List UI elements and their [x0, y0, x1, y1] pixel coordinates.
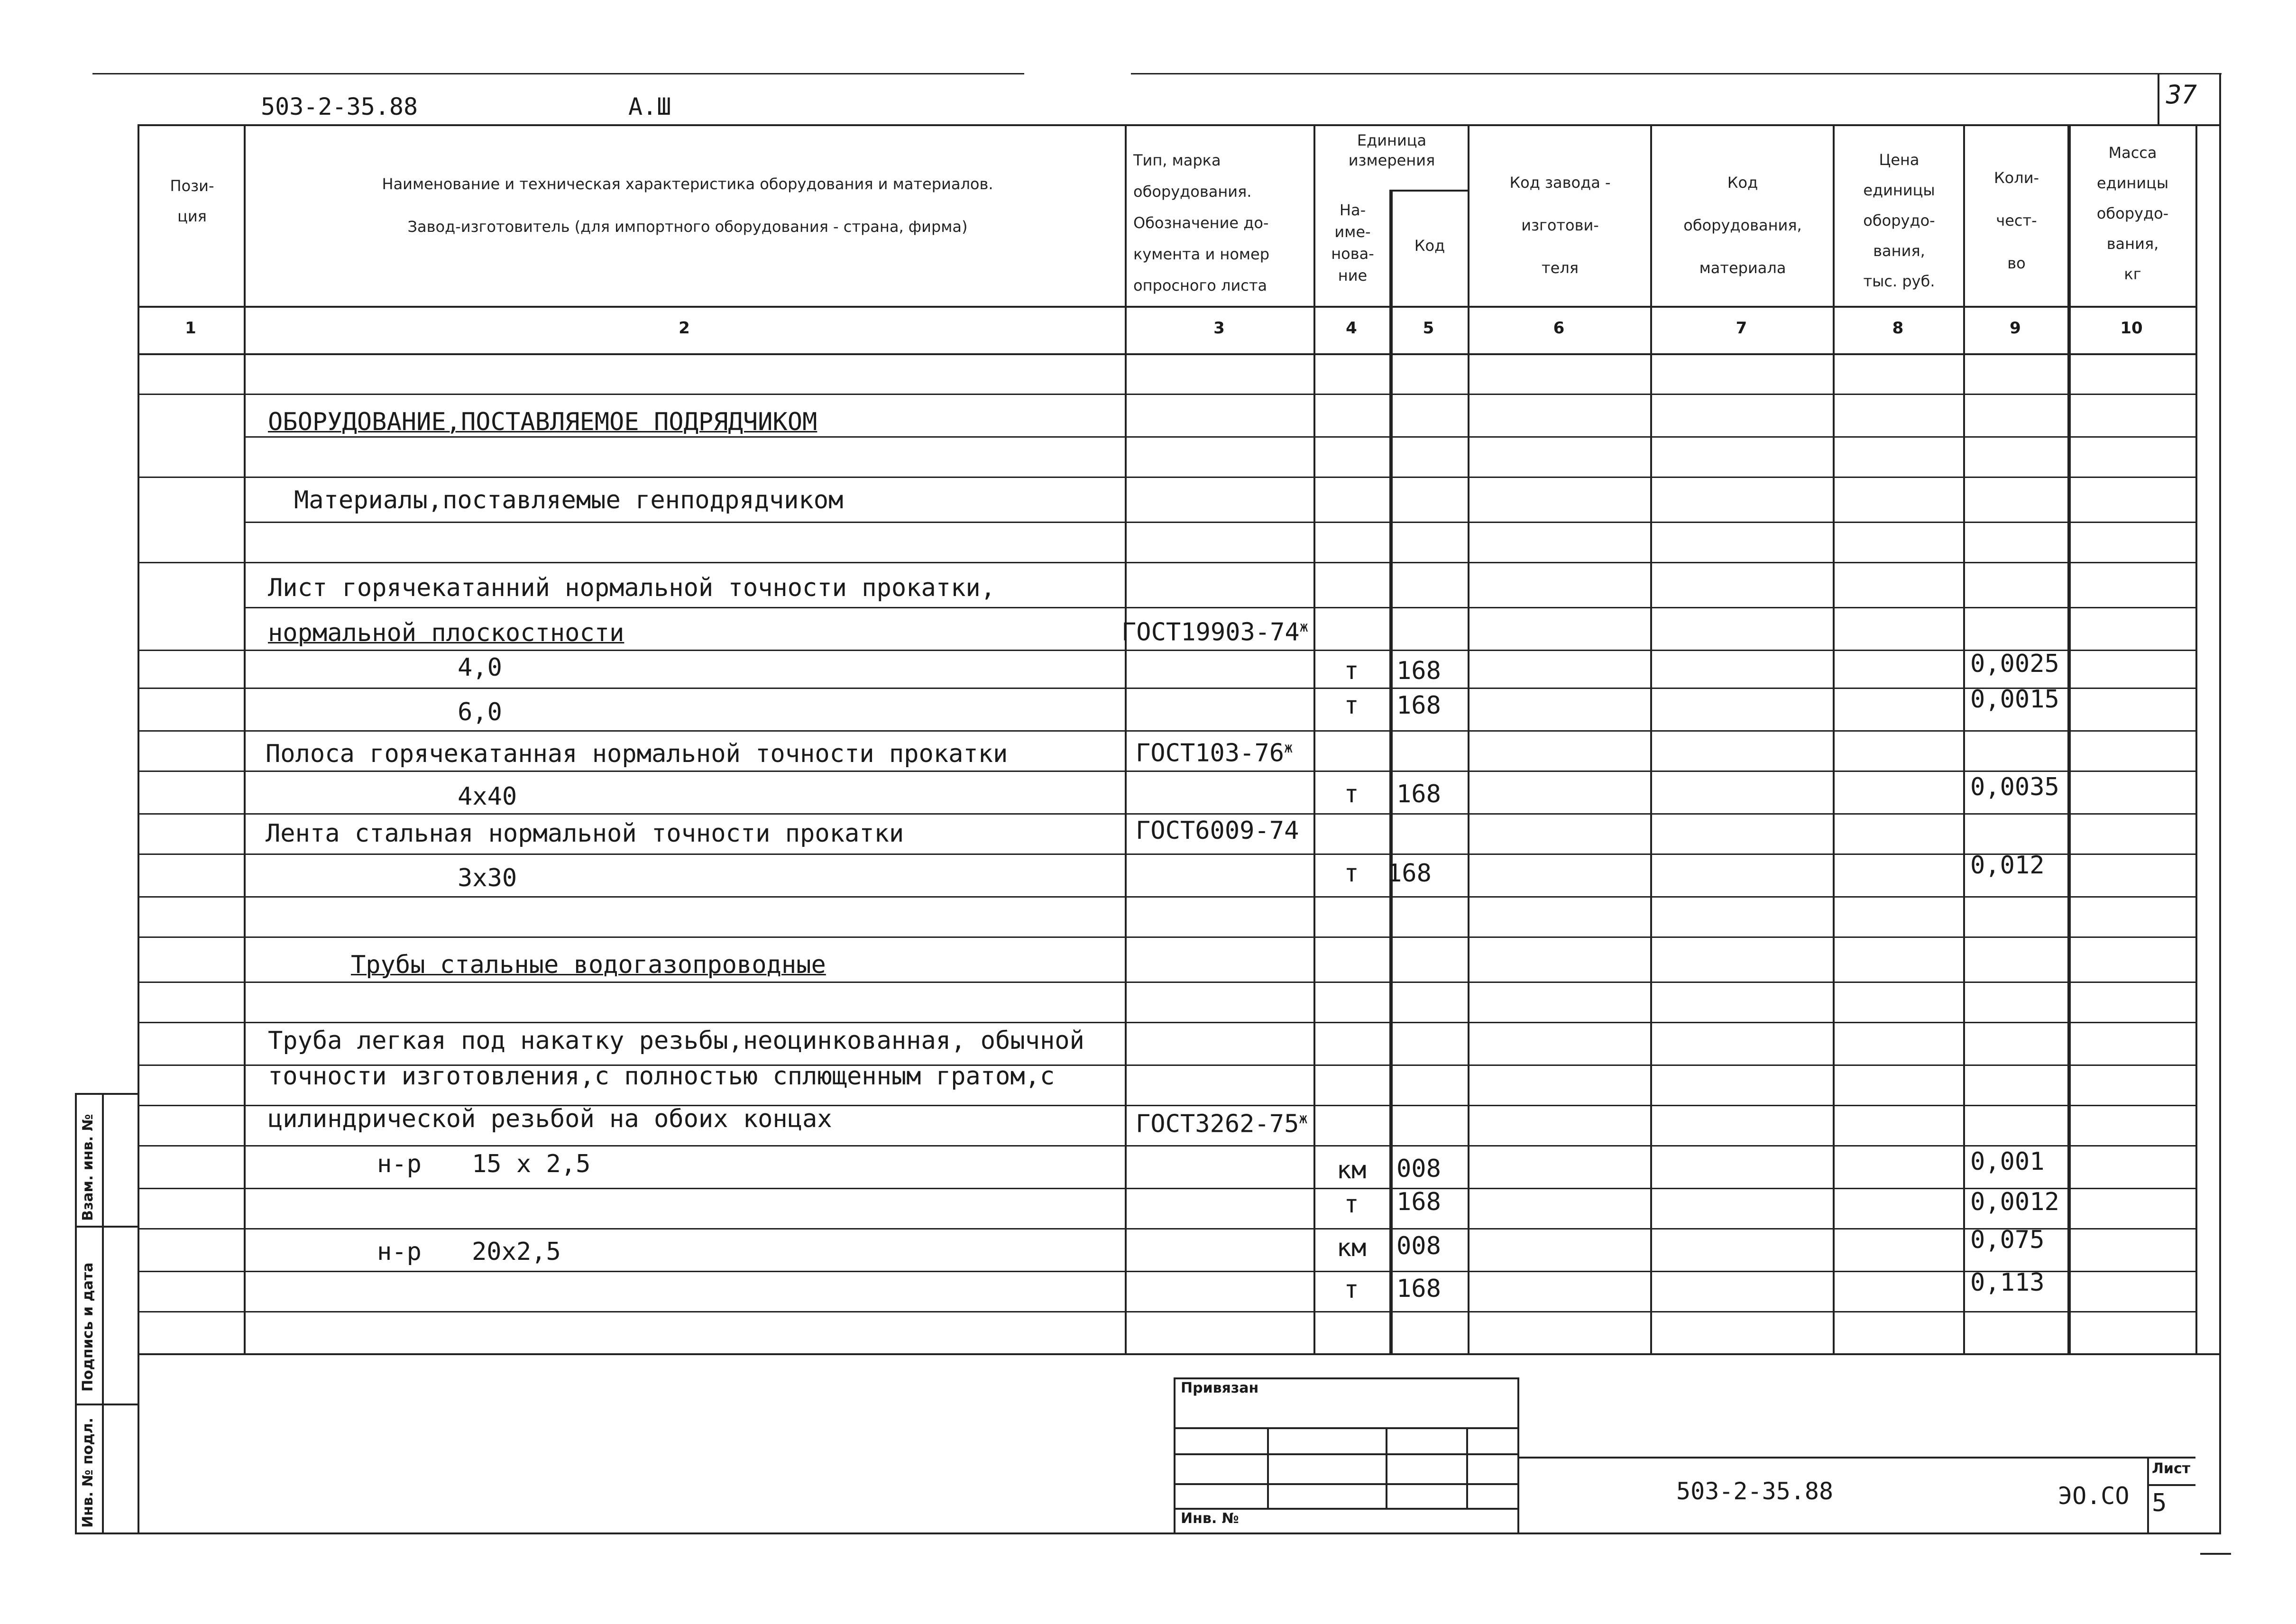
- col-number-4: 4: [1346, 319, 1357, 338]
- col-number-7: 7: [1736, 319, 1747, 338]
- sheet-box-left: [2147, 1457, 2149, 1532]
- row-line: [138, 1228, 2195, 1229]
- row-line: [138, 562, 2195, 563]
- col-number-3: 3: [1213, 319, 1225, 338]
- item-size: 6,0: [458, 698, 502, 726]
- col-number-10: 10: [2120, 319, 2143, 338]
- col-header-name-line1: Наименование и техническая характеристика оборудования и материалов.: [382, 175, 993, 193]
- frame-bottom: [75, 1532, 2221, 1534]
- header-doc-code: 503-2-35.88: [261, 93, 418, 120]
- item-size: 3х30: [458, 864, 517, 892]
- corner-mark: [2200, 1553, 2231, 1555]
- col-divider-6: [1650, 124, 1652, 1353]
- header-bottom-rule: [138, 306, 2195, 308]
- row-line: [244, 522, 2195, 523]
- unit-name: т: [1344, 780, 1359, 808]
- unit-name: т: [1344, 1275, 1359, 1304]
- subsection-title: Материалы,поставляемые генподрядчиком: [294, 486, 844, 514]
- stamp-cell-divider: [1386, 1427, 1387, 1508]
- col-divider-10: [2195, 124, 2197, 1353]
- stamp-cell-divider: [1466, 1427, 1468, 1508]
- side-label-podpis: Подпись и дата: [80, 1262, 96, 1392]
- side-stamp-left: [75, 1093, 77, 1532]
- quantity: 0,0025: [1970, 650, 2059, 678]
- unit-code: 168: [1396, 691, 1441, 720]
- col-header-position: Пози- ция: [170, 177, 214, 225]
- stamp-rule: [1174, 1508, 1517, 1510]
- frame-right: [2219, 73, 2221, 1533]
- section-title: ОБОРУДОВАНИЕ,ПОСТАВЛЯЕМОЕ ПОДРЯДЧИКОМ: [268, 408, 817, 436]
- col-number-9: 9: [2010, 319, 2021, 338]
- col-header-type: Тип, марка оборудования. Обозначение до- кумента и номер опросного листа: [1133, 151, 1270, 294]
- col-number-1: 1: [185, 319, 196, 338]
- row-line: [138, 896, 2195, 898]
- stamp-right: [1517, 1377, 1519, 1532]
- table-bottom-rule: [138, 1353, 2219, 1355]
- stamp-top-rule: [1174, 1377, 1517, 1379]
- row-line: [244, 607, 2195, 608]
- quantity: 0,0012: [1970, 1188, 2059, 1216]
- unit-name: т: [1344, 657, 1359, 685]
- col-header-factory-code: Код завода - изготови- теля: [1509, 174, 1611, 277]
- item-size: 4х40: [458, 782, 517, 811]
- doc-reference: $ГОСТ3262-75^ж$: [1136, 1110, 1308, 1138]
- table-top-border: [138, 124, 2219, 126]
- stamp-sheet-number: 5: [2152, 1489, 2167, 1517]
- unit-code: 168: [1396, 657, 1441, 685]
- unit-code: 168: [1387, 859, 1432, 888]
- col-divider-9: [2067, 124, 2071, 1353]
- item-size: 4,0: [458, 653, 502, 682]
- quantity: 0,012: [1970, 851, 2045, 880]
- unit-name: км: [1336, 1156, 1367, 1184]
- quantity: 0,113: [1970, 1268, 2045, 1297]
- col-number-5: 5: [1423, 319, 1434, 338]
- stamp-cell-divider: [1267, 1427, 1269, 1508]
- item-size: 20х2,5: [472, 1238, 561, 1266]
- col-divider-1: [244, 124, 246, 1353]
- col-divider-7: [1833, 124, 1835, 1353]
- row-line: [138, 1145, 2195, 1147]
- col-divider-5: [1468, 124, 1469, 1353]
- page-number: 37: [2166, 80, 2197, 110]
- side-label-vzam: Взам. инв. №: [80, 1114, 96, 1221]
- doc-mark: ж: [1299, 619, 1308, 635]
- row-line: [138, 1188, 2195, 1189]
- side-stamp-rule: [75, 1093, 138, 1095]
- unit-name: т: [1344, 691, 1359, 720]
- side-label-inv: Инв. № подл.: [80, 1417, 96, 1528]
- item-name: нормальной плоскостности: [268, 619, 625, 647]
- colnum-bottom-rule: [138, 353, 2195, 355]
- row-line: [138, 477, 2195, 478]
- subsection-title: Трубы стальные водогазопроводные: [351, 951, 826, 979]
- item-name: Полоса горячекатанная нормальной точности прокатки: [266, 740, 1008, 768]
- col-header-unit-code: Код: [1414, 237, 1445, 255]
- col-header-equipment-code: Код оборудования, материала: [1683, 174, 1802, 277]
- col-divider-3: [1313, 124, 1315, 1353]
- top-rule-right: [1131, 73, 2222, 74]
- row-line: [138, 650, 2195, 651]
- quantity: 0,001: [1970, 1147, 2045, 1176]
- unit-name: км: [1336, 1234, 1367, 1262]
- unit-code: 168: [1396, 780, 1441, 808]
- sheet-box-rule: [2147, 1484, 2195, 1486]
- item-name: цилиндрической резьбой на обоих концах: [268, 1105, 832, 1133]
- row-line: [244, 436, 2195, 438]
- col-header-quantity: Коли- чест- во: [1993, 169, 2039, 272]
- header-album: А.Ш: [628, 93, 671, 120]
- col-header-name-line2: Завод-изготовитель (для импортного оборудования - страна, фирма): [407, 218, 968, 236]
- page-box-left: [2158, 73, 2159, 124]
- quantity: 0,0035: [1970, 773, 2059, 801]
- col-number-6: 6: [1553, 319, 1565, 338]
- row-line: [138, 813, 2195, 815]
- doc-reference: $ГОСТ19903-74^ж$: [1121, 618, 1308, 647]
- row-line: [138, 1022, 2195, 1023]
- top-rule-left: [92, 73, 1024, 74]
- unit-code: 008: [1396, 1155, 1441, 1183]
- quantity: 0,075: [1970, 1226, 2045, 1254]
- unit-name: т: [1344, 859, 1359, 888]
- col-divider-8: [1963, 124, 1965, 1353]
- side-stamp-mid: [102, 1093, 104, 1532]
- row-line: [138, 853, 2195, 855]
- side-stamp-rule: [75, 1404, 138, 1405]
- item-prefix: н-р: [377, 1150, 422, 1178]
- doc-mark: ж: [1299, 1110, 1308, 1127]
- col-header-unit-group: Единица измерения: [1348, 131, 1435, 169]
- unit-name: т: [1344, 1190, 1359, 1219]
- row-line: [138, 771, 2195, 772]
- col-number-8: 8: [1892, 319, 1904, 338]
- quantity: 0,0015: [1970, 685, 2059, 714]
- row-line: [138, 730, 2195, 732]
- stamp-privyazan: Привязан: [1181, 1380, 1259, 1396]
- col-header-unit-name: На- име- нова- ние: [1331, 201, 1374, 284]
- doc-mark: ж: [1284, 740, 1293, 756]
- item-name: Труба легкая под накатку резьбы,неоцинкованная, обычной: [268, 1027, 1084, 1055]
- stamp-inv-no: Инв. №: [1181, 1510, 1239, 1527]
- item-size: 15 х 2,5: [472, 1150, 591, 1178]
- col-divider-2: [1125, 124, 1127, 1353]
- item-prefix: н-р: [377, 1238, 422, 1266]
- row-line: [138, 936, 2195, 938]
- row-line: [138, 688, 2195, 689]
- doc-reference: ГОСТ6009-74: [1136, 817, 1299, 845]
- stamp-doc-code: 503-2-35.88: [1676, 1477, 1834, 1505]
- title-block-rule: [1517, 1457, 2195, 1459]
- row-line: [138, 394, 2195, 395]
- row-line: [138, 1311, 2195, 1312]
- row-line: [138, 1271, 2195, 1272]
- col-header-price: Цена единицы оборудо- вания, тыс. руб.: [1863, 151, 1935, 290]
- col-header-mass: Масса единицы оборудо- вания, кг: [2096, 144, 2169, 283]
- unit-code: 168: [1396, 1275, 1441, 1303]
- stamp-section: ЭО.СО: [2058, 1482, 2130, 1510]
- item-name: точности изготовления,с полностью сплющенным гратом,с: [268, 1062, 1055, 1091]
- col-number-2: 2: [679, 319, 690, 338]
- unit-subheader-rule: [1389, 190, 1468, 192]
- doc-reference: $ГОСТ103-76^ж$: [1136, 739, 1293, 768]
- side-stamp-rule: [75, 1226, 138, 1228]
- unit-code: 168: [1396, 1188, 1441, 1216]
- stamp-sheet-label: Лист: [2152, 1460, 2191, 1477]
- item-name: Лист горячекатанний нормальной точности прокатки,: [268, 574, 996, 602]
- row-line: [138, 982, 2195, 983]
- item-name: Лента стальная нормальной точности прокатки: [266, 819, 904, 848]
- unit-code: 008: [1396, 1232, 1441, 1260]
